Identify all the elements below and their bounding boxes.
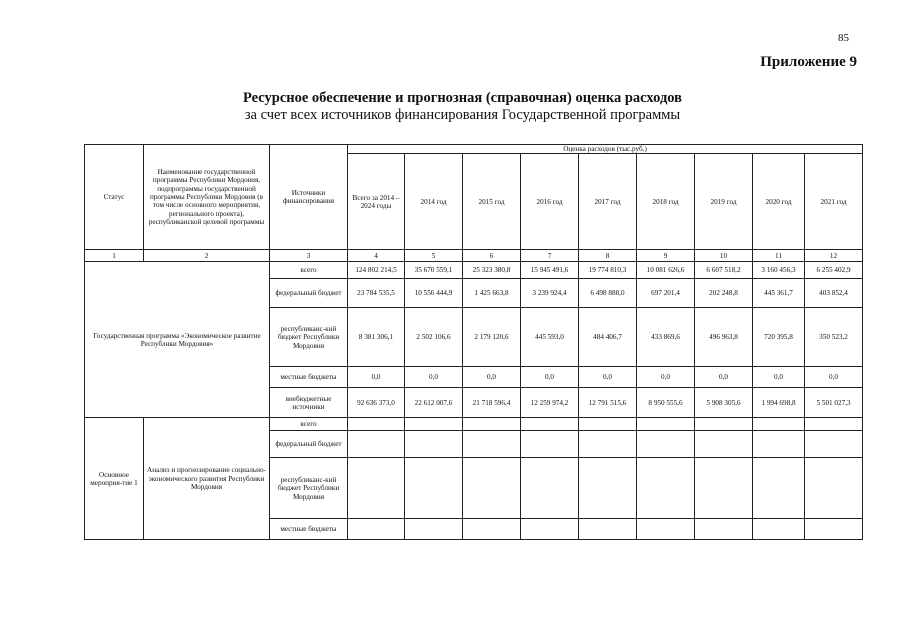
column-number: 12 <box>805 250 863 262</box>
value-cell: 8 950 555,6 <box>637 388 695 418</box>
header-year: 2017 год <box>579 154 637 250</box>
measure-status: Основное мероприя-тие 1 <box>85 418 144 540</box>
value-cell: 19 774 810,3 <box>579 262 637 279</box>
value-cell <box>463 431 521 458</box>
column-number: 4 <box>348 250 405 262</box>
value-cell <box>521 458 579 519</box>
value-cell <box>405 519 463 540</box>
value-cell: 2 502 106,6 <box>405 308 463 367</box>
value-cell: 23 784 535,5 <box>348 279 405 308</box>
value-cell: 496 963,8 <box>695 308 753 367</box>
value-cell <box>579 458 637 519</box>
header-estimate-row <box>85 145 863 154</box>
value-cell: 124 802 214,5 <box>348 262 405 279</box>
value-cell: 350 523,2 <box>805 308 863 367</box>
header-name: Наименование государственной программы Республики Мордовия, подпрограммы государственной программы Республики Мордовия (в том числе основного мероприятия, регионального проекта), республиканской целевой программы <box>144 145 270 250</box>
column-number: 9 <box>637 250 695 262</box>
value-cell: 2 179 120,6 <box>463 308 521 367</box>
header-estimate: Оценка расходов (тыс.руб.) <box>348 145 863 154</box>
column-number: 2 <box>144 250 270 262</box>
budget-table <box>84 144 863 540</box>
value-cell: 5 908 305,6 <box>695 388 753 418</box>
value-cell: 15 945 491,6 <box>521 262 579 279</box>
document-title <box>0 90 905 124</box>
header-year: 2019 год <box>695 154 753 250</box>
value-cell: 720 395,8 <box>753 308 805 367</box>
column-number: 5 <box>405 250 463 262</box>
value-cell <box>637 458 695 519</box>
value-cell: 0,0 <box>463 367 521 388</box>
value-cell: 6 498 888,0 <box>579 279 637 308</box>
value-cell <box>805 418 863 431</box>
value-cell <box>348 458 405 519</box>
value-cell: 445 593,0 <box>521 308 579 367</box>
column-number: 1 <box>85 250 144 262</box>
value-cell <box>579 418 637 431</box>
value-cell <box>753 418 805 431</box>
value-cell: 484 406,7 <box>579 308 637 367</box>
value-cell <box>463 418 521 431</box>
value-cell: 0,0 <box>579 367 637 388</box>
value-cell <box>579 519 637 540</box>
value-cell <box>521 431 579 458</box>
header-status: Статус <box>85 145 144 250</box>
value-cell: 6 255 402,9 <box>805 262 863 279</box>
value-cell <box>348 519 405 540</box>
value-cell: 10 556 444,9 <box>405 279 463 308</box>
value-cell: 0,0 <box>521 367 579 388</box>
source-cell: всего <box>270 418 348 431</box>
value-cell: 1 994 698,8 <box>753 388 805 418</box>
source-cell: республиканс-кий бюджет Республики Мордовия <box>270 458 348 519</box>
value-cell <box>695 458 753 519</box>
value-cell: 3 160 456,3 <box>753 262 805 279</box>
table-row <box>85 418 863 431</box>
source-cell: федеральный бюджет <box>270 279 348 308</box>
measure-name: Анализ и прогнозирование социально-экономического развития Республики Мордовия <box>144 418 270 540</box>
source-cell: всего <box>270 262 348 279</box>
value-cell <box>405 431 463 458</box>
appendix-title: Приложение 9 <box>760 54 857 70</box>
value-cell <box>695 519 753 540</box>
value-cell: 8 381 306,1 <box>348 308 405 367</box>
table-row <box>85 262 863 279</box>
value-cell <box>753 431 805 458</box>
value-cell: 0,0 <box>405 367 463 388</box>
value-cell: 0,0 <box>637 367 695 388</box>
header-year: 2018 год <box>637 154 695 250</box>
value-cell: 0,0 <box>805 367 863 388</box>
value-cell: 92 636 373,0 <box>348 388 405 418</box>
value-cell: 10 081 626,6 <box>637 262 695 279</box>
value-cell <box>805 519 863 540</box>
program-name: Государственная программа «Экономическое развитие Республики Мордовия» <box>85 262 270 418</box>
header-year: 2015 год <box>463 154 521 250</box>
value-cell: 21 718 596,4 <box>463 388 521 418</box>
header-year: 2021 год <box>805 154 863 250</box>
value-cell <box>521 418 579 431</box>
value-cell: 6 607 518,2 <box>695 262 753 279</box>
value-cell <box>579 431 637 458</box>
value-cell <box>695 418 753 431</box>
value-cell <box>348 431 405 458</box>
column-number: 10 <box>695 250 753 262</box>
value-cell <box>348 418 405 431</box>
value-cell: 25 323 380,8 <box>463 262 521 279</box>
value-cell <box>753 519 805 540</box>
value-cell: 433 869,6 <box>637 308 695 367</box>
value-cell: 0,0 <box>348 367 405 388</box>
column-number: 3 <box>270 250 348 262</box>
value-cell: 445 361,7 <box>753 279 805 308</box>
value-cell <box>521 519 579 540</box>
value-cell: 1 425 663,8 <box>463 279 521 308</box>
value-cell <box>463 519 521 540</box>
value-cell: 3 239 924,4 <box>521 279 579 308</box>
value-cell <box>405 418 463 431</box>
value-cell <box>463 458 521 519</box>
source-cell: федеральный бюджет <box>270 431 348 458</box>
header-year: 2014 год <box>405 154 463 250</box>
value-cell <box>695 431 753 458</box>
value-cell: 697 201,4 <box>637 279 695 308</box>
value-cell: 202 248,8 <box>695 279 753 308</box>
value-cell: 35 670 559,1 <box>405 262 463 279</box>
column-number: 8 <box>579 250 637 262</box>
value-cell <box>805 431 863 458</box>
column-number: 11 <box>753 250 805 262</box>
value-cell <box>637 519 695 540</box>
column-number: 7 <box>521 250 579 262</box>
source-cell: местные бюджеты <box>270 367 348 388</box>
source-cell: республиканс-кий бюджет Республики Мордовия <box>270 308 348 367</box>
page-number: 85 <box>838 32 849 44</box>
source-cell: внебюджетные источники <box>270 388 348 418</box>
value-cell <box>637 431 695 458</box>
value-cell: 22 612 007,6 <box>405 388 463 418</box>
header-sources: Источники финансирования <box>270 145 348 250</box>
value-cell: 0,0 <box>753 367 805 388</box>
title-line-2: за счет всех источников финансирования Государственной программы <box>244 107 681 123</box>
value-cell: 12 791 515,6 <box>579 388 637 418</box>
value-cell: 403 852,4 <box>805 279 863 308</box>
value-cell: 12 259 974,2 <box>521 388 579 418</box>
value-cell: 0,0 <box>695 367 753 388</box>
header-year: 2016 год <box>521 154 579 250</box>
column-numbers-row <box>85 250 863 262</box>
title-line-1: Ресурсное обеспечение и прогнозная (справочная) оценка расходов <box>242 90 682 106</box>
value-cell <box>805 458 863 519</box>
header-total-period: Всего за 2014 – 2024 годы <box>348 154 405 250</box>
column-number: 6 <box>463 250 521 262</box>
header-year: 2020 год <box>753 154 805 250</box>
source-cell: местные бюджеты <box>270 519 348 540</box>
value-cell <box>405 458 463 519</box>
value-cell <box>753 458 805 519</box>
value-cell <box>637 418 695 431</box>
value-cell: 5 501 027,3 <box>805 388 863 418</box>
